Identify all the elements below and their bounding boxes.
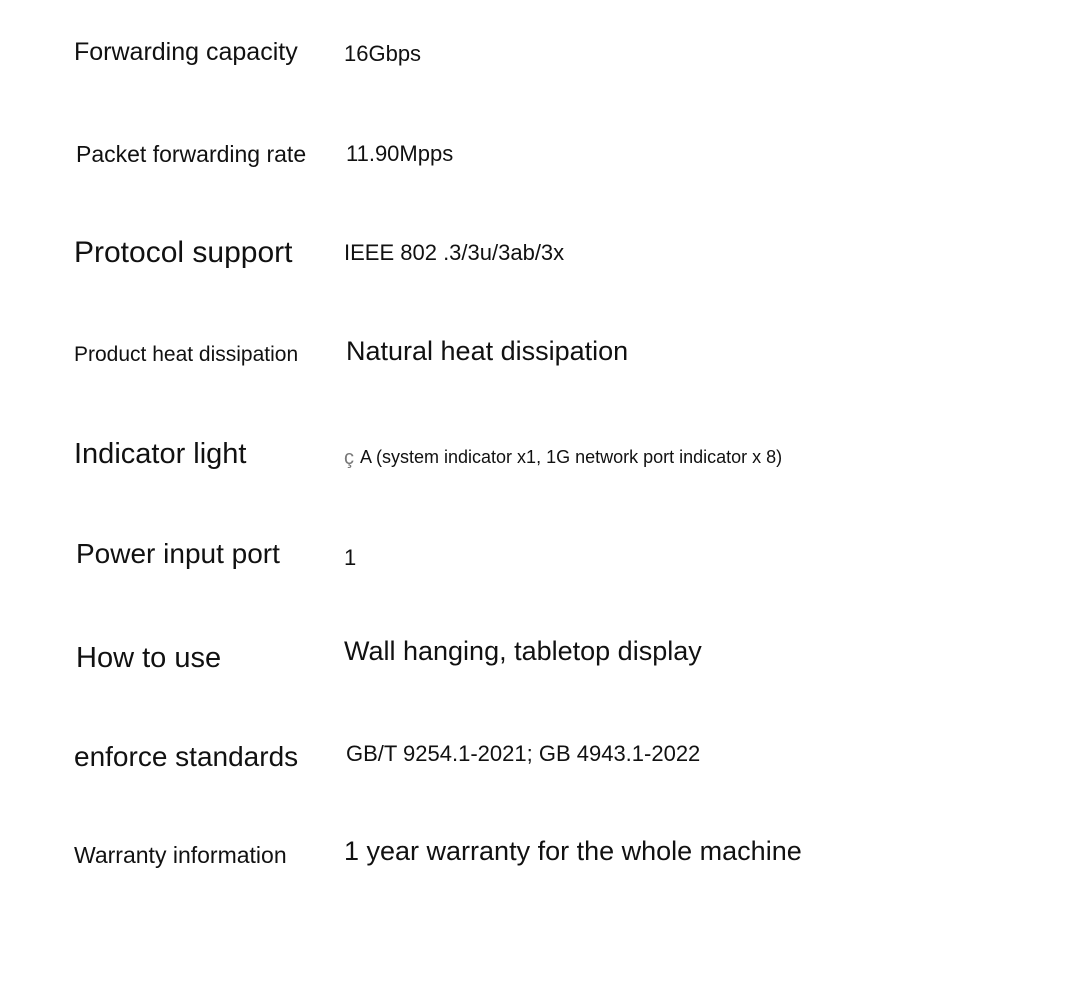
spec-row-forwarding-capacity [0, 40, 1080, 100]
spec-value: A (system indicator x1, 1G network port indicator x 8) [360, 447, 783, 467]
spec-value: Natural heat dissipation [346, 336, 629, 366]
spec-value: 11.90Mpps [346, 141, 454, 166]
spec-row-power-input-port [0, 540, 1080, 600]
spec-label: Power input port [76, 538, 280, 569]
spec-label: Packet forwarding rate [76, 141, 307, 167]
spec-value: IEEE 802 .3/3u/3ab/3x [344, 240, 565, 265]
spec-label: Warranty information [74, 842, 287, 868]
spec-value: 16Gbps [344, 41, 422, 66]
spec-row-enforce-standards [0, 740, 1080, 800]
indicator-glyph: ç [344, 447, 354, 469]
spec-label: Protocol support [74, 236, 293, 269]
spec-value: Wall hanging, tabletop display [344, 636, 702, 666]
spec-row-heat-dissipation [0, 338, 1080, 398]
spec-label: Product heat dissipation [74, 343, 299, 366]
spec-row-warranty-information [0, 838, 1080, 898]
spec-label: How to use [76, 642, 222, 674]
spec-row-how-to-use [0, 638, 1080, 698]
spec-label: Indicator light [74, 438, 247, 470]
spec-value: 1 [344, 545, 357, 570]
spec-row-indicator-light [0, 440, 1080, 500]
spec-value: GB/T 9254.1-2021; GB 4943.1-2022 [346, 741, 701, 766]
spec-value-wrapper [344, 447, 782, 467]
spec-label: Forwarding capacity [74, 38, 298, 66]
spec-row-packet-forwarding-rate [0, 140, 1080, 200]
spec-row-protocol-support [0, 238, 1080, 298]
spec-value: 1 year warranty for the whole machine [344, 836, 802, 866]
spec-label: enforce standards [74, 741, 299, 772]
